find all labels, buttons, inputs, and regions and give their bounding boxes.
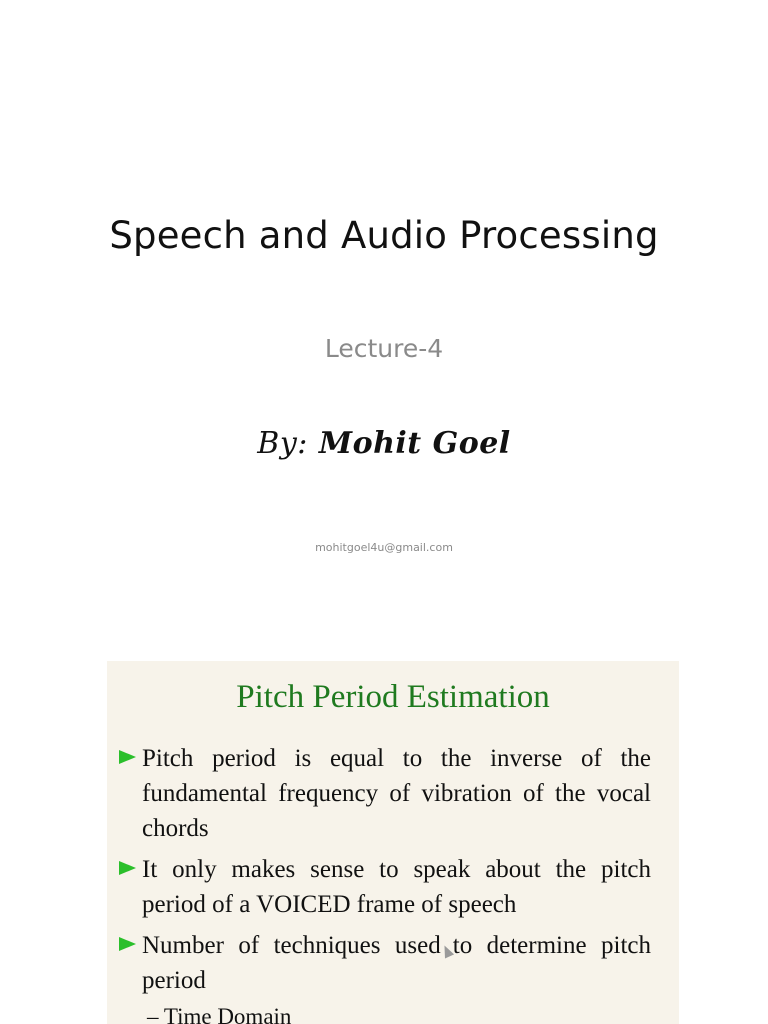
author-name: Mohit Goel (318, 426, 511, 461)
bullet-text: Pitch period is equal to the inverse of the fundamental frequency of vibration of the vocal chords (142, 745, 651, 842)
bullet-text: Number of techniques used (142, 932, 441, 959)
slide-subtitle: Lecture-4 (324, 334, 444, 363)
bullet-item (119, 741, 651, 846)
bullet-arrow-icon (119, 750, 136, 764)
author-line (0, 426, 768, 461)
bullet-item (119, 928, 651, 998)
bullet-text: It only makes sense to speak about the pitch period of a VOICED frame of speech (142, 856, 651, 918)
sub-bullet-item: – Time Domain (147, 1004, 292, 1024)
slide-pitch-period (107, 661, 679, 1024)
slide2-title: Pitch Period Estimation (236, 679, 550, 715)
bullet-arrow-icon (119, 861, 136, 875)
bullet-arrow-icon (119, 937, 136, 951)
bullet-text-continued: to determine pitch period (142, 932, 652, 994)
bullet-item (119, 852, 651, 922)
author-prefix: By: (257, 426, 308, 461)
mouse-cursor-icon (440, 943, 454, 958)
bullet-list (119, 741, 651, 1024)
slide-title: Speech and Audio Processing (109, 214, 659, 257)
author-email: mohitgoel4u@gmail.com (315, 541, 453, 554)
